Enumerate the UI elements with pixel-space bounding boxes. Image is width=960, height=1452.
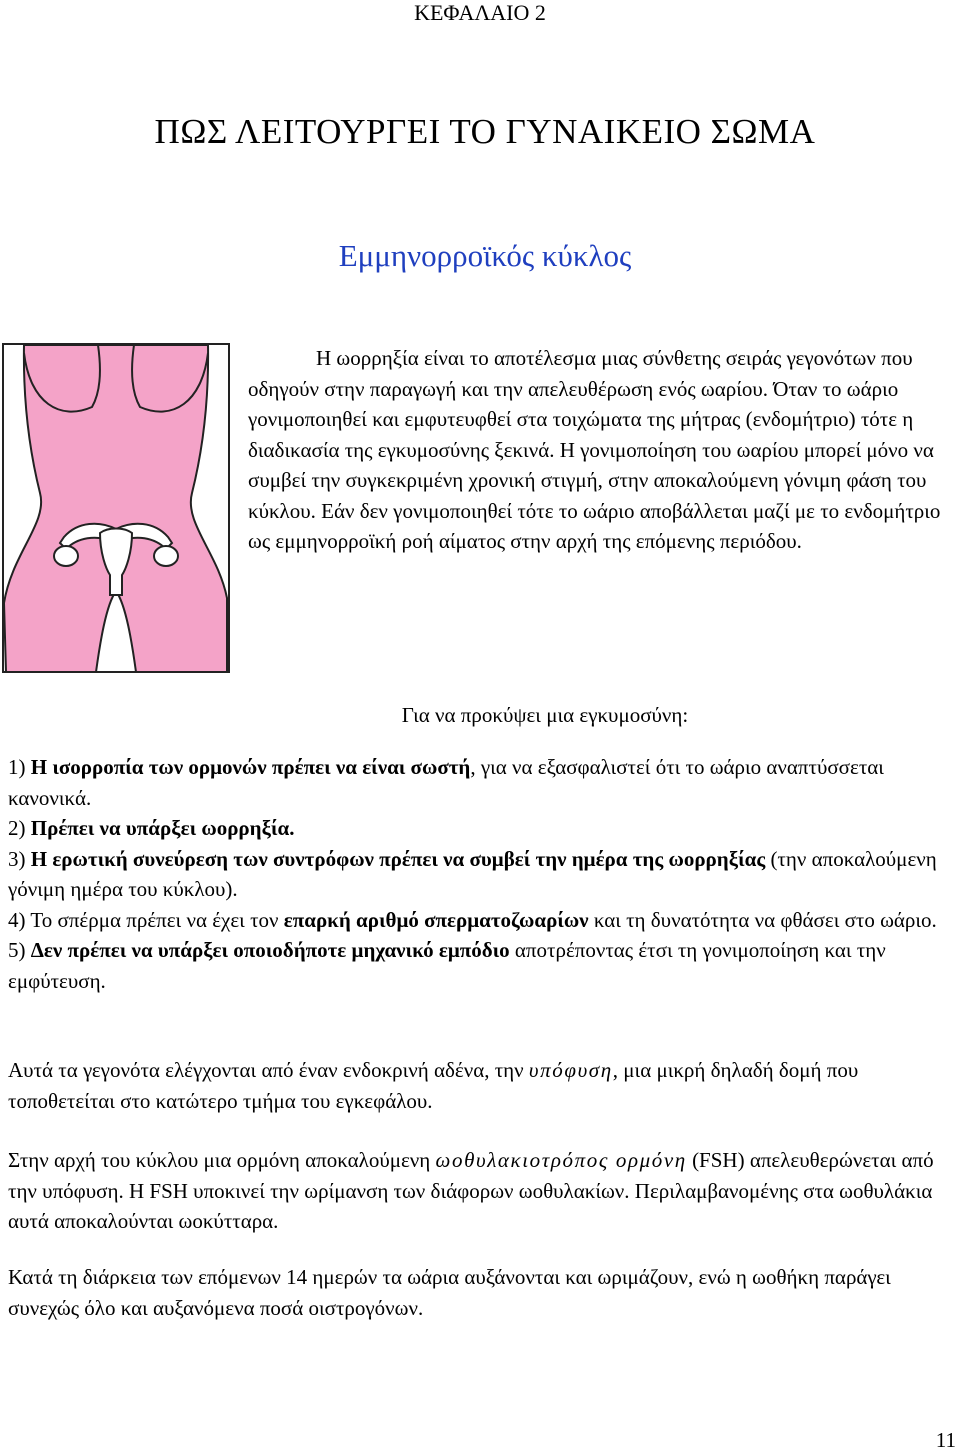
condition-emphasis: Πρέπει να υπάρξει ωορρηξία. bbox=[30, 816, 295, 840]
female-body-illustration bbox=[0, 343, 232, 673]
condition-emphasis: Δεν πρέπει να υπάρξει οποιοδήποτε μηχανικό εμπόδιο bbox=[30, 938, 510, 962]
condition-number: 3) bbox=[8, 846, 31, 871]
right-ovary bbox=[154, 546, 178, 566]
condition-number: 2) bbox=[8, 816, 31, 840]
section-subtitle: Εμμηνορροϊκός κύκλος bbox=[338, 238, 632, 273]
condition-text: Το σπέρμα πρέπει να έχει τον bbox=[30, 907, 284, 932]
intro-paragraph bbox=[248, 343, 960, 557]
paragraph-text: (FSH) απελευθερώνεται από την υπόφυση. Η FSH υποκινεί την ωρίμανση των διάφορων ωοθυλακίων. Περιλαμβανομένης στα ωοθυλάκια αυτά αποκαλούνται ωοκύτταρα. bbox=[8, 1148, 934, 1233]
condition-item-4 bbox=[8, 905, 958, 936]
condition-item-3 bbox=[8, 844, 958, 905]
condition-emphasis: επαρκή αριθμό σπερματοζωαρίων bbox=[283, 907, 589, 932]
condition-number: 4) bbox=[8, 907, 31, 932]
fsh-term: ωοθυλακιοτρόπος ορμόνη bbox=[435, 1148, 687, 1172]
cycle-days-paragraph: Κατά τη διάρκεια των επόμενων 14 ημερών τα ωάρια αυξάνονται και ωριμάζουν, ενώ η ωοθήκη παράγει συνεχώς όλο και αυξανόμενα ποσά οιστρογόνων. bbox=[8, 1265, 891, 1320]
page-number: 11 bbox=[935, 1428, 956, 1452]
condition-item-2 bbox=[8, 813, 958, 844]
pituitary-paragraph bbox=[8, 1055, 958, 1116]
pregnancy-requirements-heading: Για να προκύψει μια εγκυμοσύνη: bbox=[401, 703, 689, 727]
page-title: ΠΩΣ ΛΕΙΤΟΥΡΓΕΙ ΤΟ ΓΥΝΑΙΚΕΙΟ ΣΩΜΑ bbox=[154, 112, 816, 151]
condition-number: 5) bbox=[8, 938, 31, 962]
pituitary-term: υπόφυση bbox=[528, 1058, 613, 1082]
paragraph-text: Αυτά τα γεγονότα ελέγχονται από έναν ενδοκρινή αδένα, την bbox=[8, 1058, 529, 1082]
condition-text: , για να εξασφαλιστεί ότι το ωάριο αναπτύσσεται κανονικά. bbox=[8, 755, 884, 810]
fsh-paragraph bbox=[8, 1145, 958, 1237]
left-ovary bbox=[54, 546, 78, 566]
conditions-list bbox=[8, 752, 958, 996]
condition-number: 1) bbox=[8, 755, 31, 779]
condition-text: (την αποκαλούμενη γόνιμη ημέρα του κύκλου). bbox=[8, 846, 937, 901]
condition-item-5 bbox=[8, 935, 958, 996]
chapter-header: ΚΕΦΑΛΑΙΟ 2 bbox=[414, 0, 546, 25]
condition-text: αποτρέποντας έτσι τη γονιμοποίηση και την εμφύτευση. bbox=[8, 938, 886, 993]
condition-text: και τη δυνατότητα να φθάσει στο ωάριο. bbox=[588, 907, 937, 932]
condition-item-1 bbox=[8, 752, 958, 813]
paragraph-text: , μια μικρή δηλαδή δομή που τοποθετείται στο κατώτερο τμήμα του εγκεφάλου. bbox=[8, 1058, 859, 1113]
condition-emphasis: Η ισορροπία των ορμονών πρέπει να είναι σωστή bbox=[30, 755, 471, 779]
intro-text: Η ωορρηξία είναι το αποτέλεσμα μιας σύνθετης σειράς γεγονότων που οδηγούν στην παραγωγή και την απελευθέρωση ενός ωαρίου. Όταν το ωάριο γονιμοποιηθεί και εμφυτευφθεί στα τοιχώματα της μήτρας (ενδομήτριο) τότε η διαδικασία της εγκυμοσύνης ξεκινά. Η γονιμοποίηση του ωαρίου μπορεί μόνο να συμβεί την συγκεκριμένη χρονική στιγμή, στην αποκαλούμενη γόνιμη φάση του κύκλου. Εάν δεν γονιμοποιηθεί τότε το ωάριο αποβάλλεται μαζί με το ενδομήτριο ως εμμηνορροϊκή ροή αίματος στην αρχή της επόμενης περιόδου. bbox=[248, 346, 941, 553]
condition-emphasis: Η ερωτική συνεύρεση των συντρόφων πρέπει να συμβεί την ημέρα της ωορρηξίας bbox=[30, 846, 766, 871]
paragraph-text: Στην αρχή του κύκλου μια ορμόνη αποκαλούμενη bbox=[8, 1148, 436, 1172]
